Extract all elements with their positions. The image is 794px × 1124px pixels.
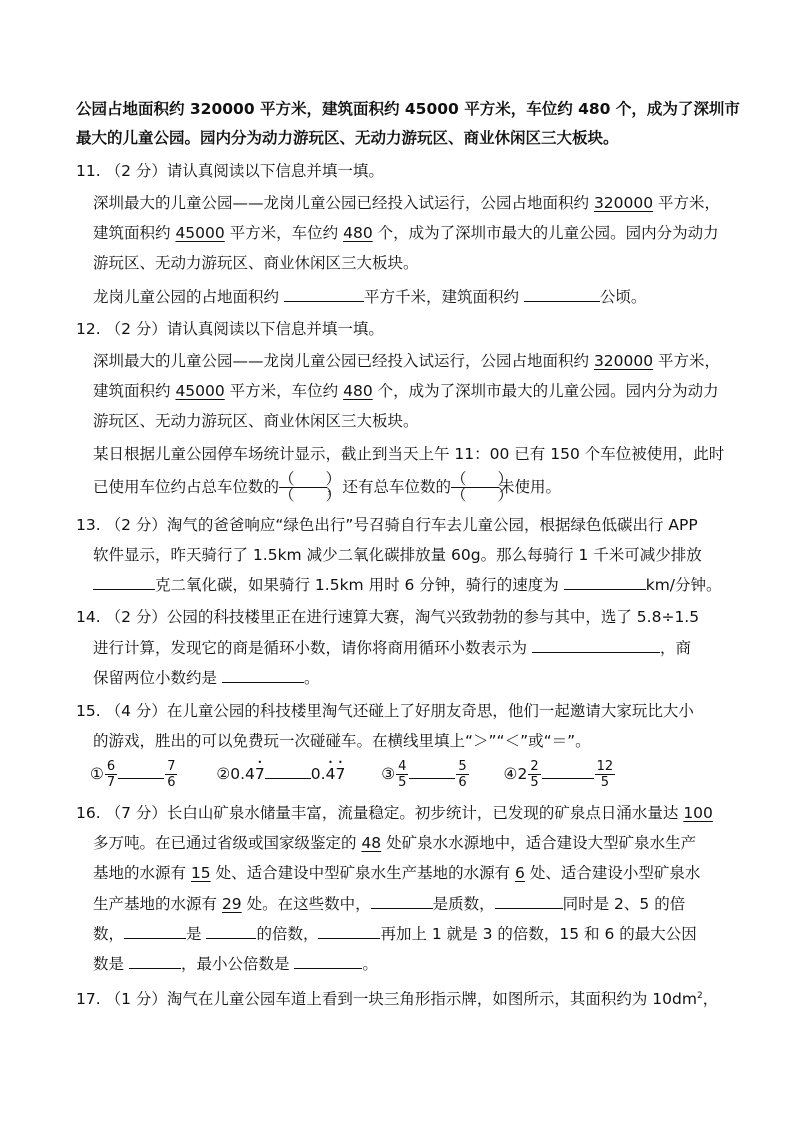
text-span: 平方米，车位约 <box>224 224 344 242</box>
q16-text-line-4 <box>93 892 685 915</box>
fraction <box>595 759 616 790</box>
q12-text-line-1 <box>93 350 720 372</box>
denominator: 6 <box>167 775 176 790</box>
text-span: km/分钟。 <box>645 576 722 594</box>
q14-question-line-2 <box>93 666 319 689</box>
text-span: 处、适合建设中型矿泉水生产基地的水源有 <box>210 864 516 882</box>
question-number: 17. <box>76 990 101 1009</box>
answer-blank-multiple-b[interactable] <box>206 922 256 939</box>
question-prompt: （2 分）淘气的爸爸响应“绿色出行”号召骑自行车去儿童公园，根据绿色低碳出行 APP <box>105 516 698 534</box>
question-prompt: （7 分）长白山矿泉水储量丰富，流量稳定。初步统计，已发现的矿泉点日涌水量达 <box>105 804 684 822</box>
text-span: 平方米，车位约 <box>224 382 344 400</box>
answer-blank-build-ha[interactable] <box>524 285 600 302</box>
numerator: 6 <box>106 759 116 774</box>
fraction-numerator-blank[interactable]: （ ） <box>279 470 342 488</box>
denominator: 7 <box>106 775 116 790</box>
comparison-3 <box>381 759 474 790</box>
q12-text-line-2 <box>93 380 719 402</box>
numerator: 4 <box>398 759 407 774</box>
decimal-text: 0.4 <box>230 765 255 783</box>
fraction <box>165 759 177 790</box>
underlined-value: 45000 <box>175 224 225 242</box>
underlined-value: 29 <box>221 895 242 913</box>
answer-blank-area-km2[interactable] <box>284 285 364 302</box>
text-span: 多万吨。在已通过省级或国家级鉴定的 <box>93 834 362 852</box>
underlined-value: 480 <box>343 224 373 242</box>
question-prompt: （1 分）淘气在儿童公园车道上看到一块三角形指示牌，如图所示，其面积约为 10dm <box>105 990 697 1009</box>
fraction-answer-used[interactable] <box>279 470 342 504</box>
q15-text-line-2: 的游戏，胜出的可以免费玩一次碰碰车。在横线里填上“＞”“＜”或“＝”。 <box>93 732 591 750</box>
comparison-1 <box>90 759 183 790</box>
answer-blank-speed[interactable] <box>564 573 646 590</box>
text-span: 处、适合建设小型矿泉水 <box>524 864 701 882</box>
q12-text-line-4: 某日根据儿童公园停车场统计显示，截止到当天上午 11：00 已有 150 个车位被使用，此时 <box>93 445 725 463</box>
answer-blank-compare-3[interactable] <box>409 768 455 779</box>
text-span: 生产基地的水源有 <box>93 895 222 913</box>
text-span: 深圳最大的儿童公园——龙岗儿童公园已经投入试运行，公园占地面积约 <box>93 352 594 370</box>
answer-blank-gcd[interactable] <box>129 952 181 969</box>
underlined-value: 320000 <box>593 194 654 212</box>
text-span: 已使用车位约占总车位数的 <box>93 478 280 496</box>
fraction <box>456 759 468 790</box>
q13-question-line <box>93 573 722 596</box>
underlined-value: 320000 <box>593 352 654 370</box>
q16-text-line-6 <box>93 952 378 975</box>
item-marker: ① <box>90 765 104 783</box>
q11-text-line-1 <box>93 192 720 214</box>
text-span: 数是 <box>93 955 129 973</box>
question-16-header <box>76 802 713 824</box>
question-13-header <box>76 514 698 536</box>
comparison-4 <box>503 759 617 790</box>
question-11-header <box>76 160 384 182</box>
text-span: 同时是 2、5 的倍 <box>562 895 686 913</box>
repeating-digit: • 7 <box>335 756 345 792</box>
answer-blank-plus-one[interactable] <box>318 922 380 939</box>
question-number: 14. <box>76 608 101 626</box>
underlined-value: 45000 <box>175 382 225 400</box>
q12-text-line-3: 游玩区、无动力游玩区、商业休闲区三大板块。 <box>93 412 419 430</box>
answer-blank-compare-4[interactable] <box>542 768 594 779</box>
text-span: 是 <box>186 925 207 943</box>
superscript: 2 <box>696 991 703 1001</box>
underlined-value: 48 <box>361 834 382 852</box>
text-span: 建筑面积约 <box>93 382 176 400</box>
text-span: 建筑面积约 <box>93 224 176 242</box>
underlined-value: 100 <box>683 804 713 822</box>
question-number: 15. <box>76 702 101 720</box>
q16-text-line-3 <box>93 862 700 884</box>
text-span: 的倍数， <box>256 925 319 943</box>
numerator: 12 <box>596 759 614 774</box>
intro-line-1: 公园占地面积约 320000 平方米，建筑面积约 45000 平方米，车位约 480 个，成为了深圳市 <box>76 100 740 118</box>
text-span: 进行计算，发现它的商是循环小数，请你将商用循环小数表示为 <box>93 639 532 657</box>
fraction <box>105 759 117 790</box>
fraction-denominator-blank[interactable]: （ ） <box>451 486 514 504</box>
q16-text-line-2 <box>93 832 696 854</box>
decimal-text: 0. <box>310 765 326 783</box>
item-marker: ④ <box>503 765 518 783</box>
answer-blank-rounded[interactable] <box>222 666 304 683</box>
question-prompt: （2 分）请认真阅读以下信息并填一填。 <box>105 320 384 338</box>
text-span: 是质数， <box>432 895 495 913</box>
q15-comparisons <box>90 756 616 792</box>
underlined-value: 6 <box>515 864 525 882</box>
text-span: ， <box>702 990 719 1009</box>
question-14-header <box>76 606 699 628</box>
denominator: 5 <box>600 775 610 790</box>
comparison-2 <box>216 765 350 783</box>
answer-blank-compare-1[interactable] <box>118 768 164 779</box>
q12-question-line <box>93 470 561 504</box>
whole-number: 2 <box>517 765 528 783</box>
question-prompt: （4 分）在儿童公园的科技楼里淘气还碰上了好朋友奇思，他们一起邀请大家玩比大小 <box>105 702 694 720</box>
denominator: 5 <box>398 775 407 790</box>
q16-text-line-5 <box>93 922 697 945</box>
answer-blank-primes[interactable] <box>371 892 433 909</box>
numerator: 7 <box>167 759 176 774</box>
text-span: 公顷。 <box>599 288 647 306</box>
text-span: 龙岗儿童公园的占地面积约 <box>93 288 284 306</box>
text-span: 未使用。 <box>499 478 562 496</box>
question-number: 11. <box>76 162 101 180</box>
text-span: 处。在这些数中， <box>241 895 371 913</box>
question-15-header <box>76 700 694 722</box>
q11-text-line-2 <box>93 222 719 244</box>
answer-blank-co2[interactable] <box>93 573 155 590</box>
q13-text-line-2: 软件显示，昨天骑行了 1.5km 减少二氧化碳排放量 60g。那么每骑行 1 千米可减少排放 <box>93 546 702 564</box>
answer-blank-multiple-a[interactable] <box>124 922 186 939</box>
text-span: 。 <box>362 955 378 973</box>
numerator: 2 <box>530 759 539 774</box>
fraction <box>528 759 540 790</box>
text-span: 保留两位小数约是 <box>93 669 222 687</box>
text-span: ，商 <box>659 639 691 657</box>
text-span: 克二氧化碳，如果骑行 1.5km 用时 6 分钟，骑行的速度为 <box>155 576 564 594</box>
denominator: 6 <box>458 775 467 790</box>
text-span: 再加上 1 就是 3 的倍数，15 和 6 的最大公因 <box>380 925 697 943</box>
question-17-header <box>76 985 718 1010</box>
repeating-digit: • 7 <box>255 756 265 792</box>
answer-blank-compare-2[interactable] <box>265 768 311 779</box>
q14-question-line-1 <box>93 636 691 659</box>
intro-line-2: 最大的儿童公园。园内分为动力游玩区、无动力游玩区、商业休闲区三大板块。 <box>76 129 619 147</box>
question-number: 12. <box>76 320 101 338</box>
question-number: 16. <box>76 804 101 822</box>
fraction-numerator-blank[interactable]: （ ） <box>451 470 514 488</box>
underlined-value: 15 <box>190 864 211 882</box>
answer-blank-lcm[interactable] <box>294 952 362 969</box>
text-span: 个，成为了深圳市最大的儿童公园。园内分为动力 <box>372 224 719 242</box>
text-span: ，最小公倍数是 <box>180 955 295 973</box>
q11-question-line <box>93 285 646 308</box>
question-12-header <box>76 318 384 340</box>
fraction-answer-unused[interactable] <box>451 470 514 504</box>
answer-blank-multiple-2-5[interactable] <box>495 892 563 909</box>
text-span: 深圳最大的儿童公园——龙岗儿童公园已经投入试运行，公园占地面积约 <box>93 194 594 212</box>
fraction-denominator-blank[interactable]: （ ） <box>279 486 342 504</box>
denominator: 5 <box>530 775 539 790</box>
text-span: 数， <box>93 925 125 943</box>
question-prompt: （2 分）公园的科技楼里正在进行速算大赛，淘气兴致勃勃的参与其中，选了 5.8÷1.5 <box>105 608 700 626</box>
text-span: 平方千米，建筑面积约 <box>363 288 524 306</box>
text-span: 个，成为了深圳市最大的儿童公园。园内分为动力 <box>372 382 719 400</box>
answer-blank-repeating-decimal[interactable] <box>532 636 660 653</box>
q11-text-line-3: 游玩区、无动力游玩区、商业休闲区三大板块。 <box>93 254 419 272</box>
text-span: 基地的水源有 <box>93 864 191 882</box>
text-span: 处矿泉水水源地中，适合建设大型矿泉水生产 <box>381 834 697 852</box>
text-span: 。 <box>303 669 320 687</box>
text-span: ，还有总车位数的 <box>327 478 452 496</box>
fraction <box>396 759 408 790</box>
text-span: 平方米， <box>653 194 721 212</box>
underlined-value: 480 <box>343 382 373 400</box>
text-span: 平方米， <box>653 352 721 370</box>
repeating-digit: • 4 <box>326 756 336 792</box>
item-marker: ② <box>216 765 231 783</box>
question-prompt: （2 分）请认真阅读以下信息并填一填。 <box>105 162 384 180</box>
question-number: 13. <box>76 516 101 534</box>
item-marker: ③ <box>381 765 396 783</box>
numerator: 5 <box>458 759 467 774</box>
